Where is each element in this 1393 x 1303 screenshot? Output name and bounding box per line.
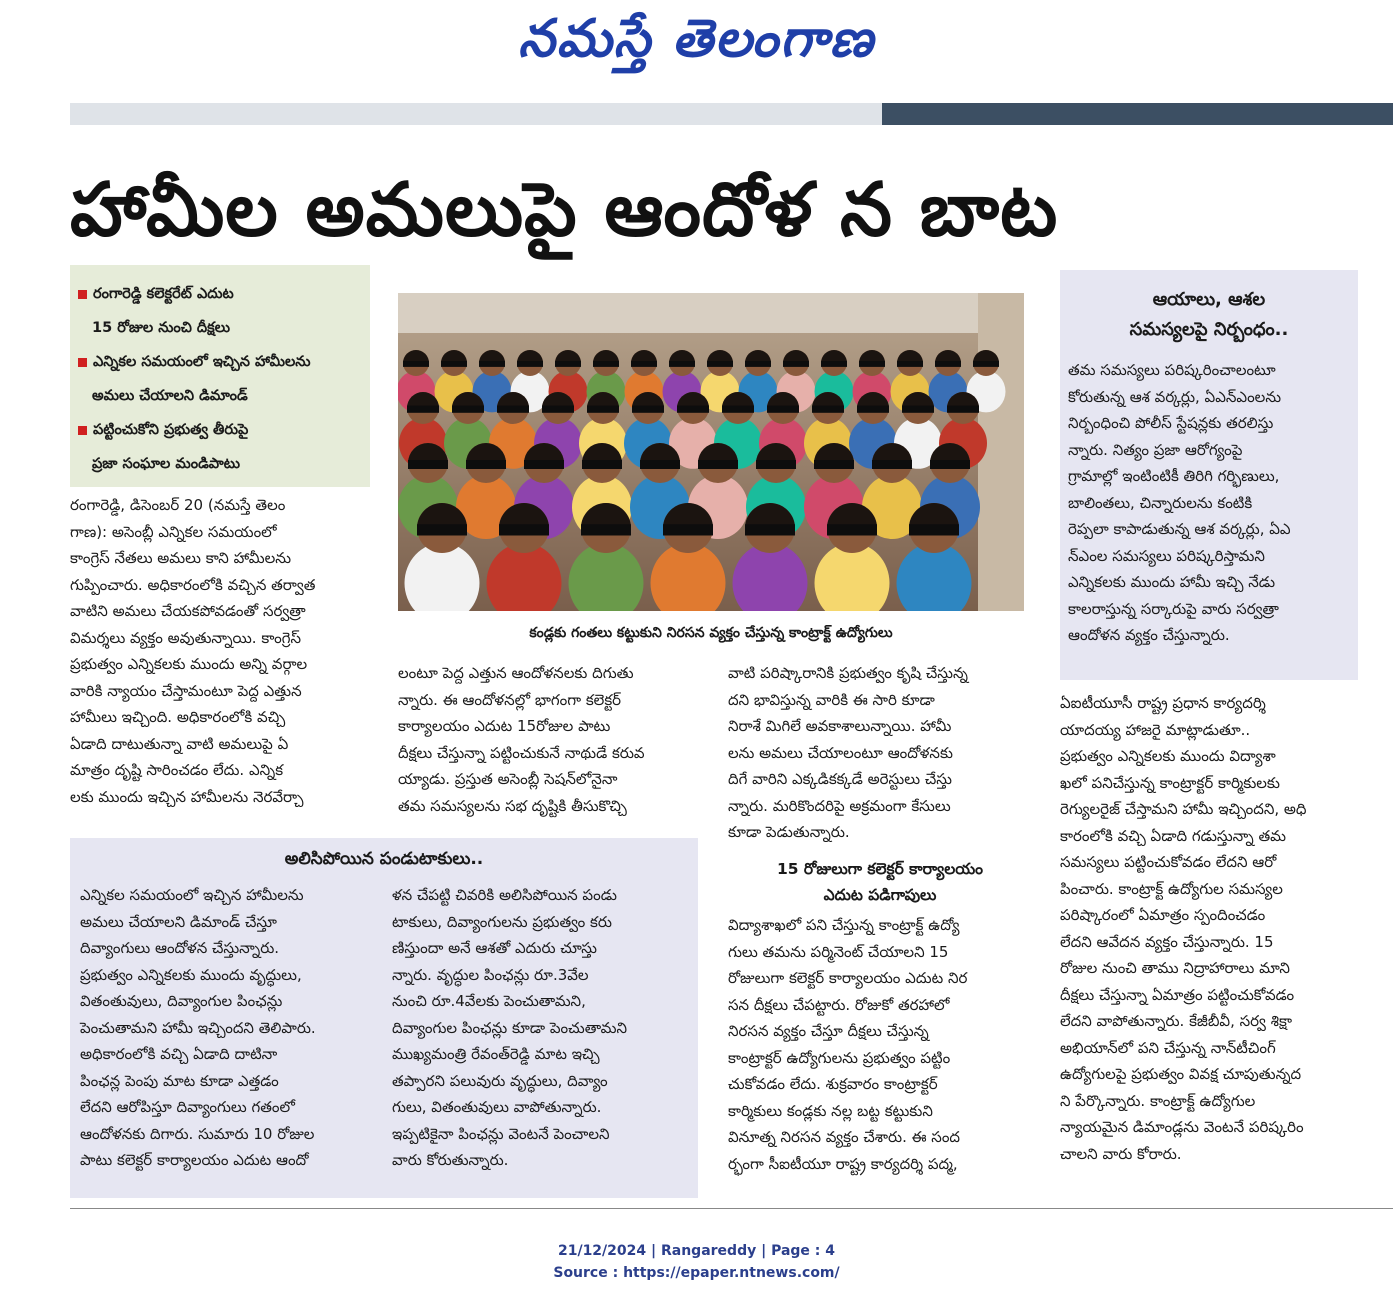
blindfold [973,361,999,367]
blindfold [698,460,738,469]
text-line: వాటి పరిష్కారానికి ప్రభుత్వం కృషి చేస్తున్న [728,664,968,682]
blindfold [593,361,619,367]
text-line: న్నారు. నిత్యం ప్రజా ఆరోగ్యంపై [1068,440,1243,459]
blindfold [909,524,959,535]
text-line: చాలని వారు కోరారు. [1060,1144,1182,1163]
text-line: య్యాడు. ప్రస్తుత అసెంబ్లీ సెషన్‌లోనైనా [398,770,618,788]
text-line: దిగే వారిని ఎక్కడికక్కడే అరెస్టులు చేస్తు [728,770,952,788]
blindfold [582,460,622,469]
text-line: విమర్శలు వ్యక్తం అవుతున్నాయి. కాంగ్రెస్ [70,628,302,647]
blindfold [631,361,657,367]
blindfold [827,524,877,535]
blindfold [587,406,619,413]
text-line: తప్పారని పలువురు వృద్ధులు, దివ్యాం [392,1071,608,1090]
text-line: సమస్యలు పట్టించుకోవడం లేదని ఆరో [1060,853,1277,871]
text-line: బాలింతలు, చిన్నారులను కంటికి [1068,493,1253,512]
article-column-4 [1060,690,1360,1167]
photo-caption: కండ్లకు గంతలు కట్టుకుని నిరసన వ్యక్తం చేస్తున్న కాంట్రాక్ట్ ఉద్యోగులు [529,625,893,641]
blindfold [452,406,484,413]
blindfold [417,524,467,535]
blindfold [524,460,564,469]
box-column-left [80,882,385,1174]
blindfold [745,524,795,535]
text-line: లేదని ఆరోపిస్తూ దివ్యాంగులు గతంలో [80,1098,295,1116]
text-line: వితంతువులు, దివ్యాంగుల పింఛన్లు [80,992,283,1010]
text-line: ఎన్నికలకు ముందు హామీ ఇచ్చి నేడు [1068,573,1276,591]
text-line: దీక్షలు చేస్తున్నా ఏమాత్రం పట్టించుకోవడం [1060,985,1295,1004]
text-line: లంటూ పెద్ద ఎత్తున ఆందోళనలకు దిగుతు [398,664,634,682]
text-line: పించారు. కాంట్రాక్ట్ ఉద్యోగుల సమస్యల [1060,879,1283,898]
masthead-logo: నమస్తే తెలంగాణ [518,8,875,69]
blindfold [555,361,581,367]
text-line: ఉద్యోగులపై ప్రభుత్వం వివక్ష చూపుతున్నద [1060,1065,1302,1083]
text-line: న్నారు. వృద్ధుల పింఛన్లు రూ.3వేల [392,965,589,984]
blindfold [640,460,680,469]
sidebar-title-line: సమస్యలపై నిర్బంధం.. [1129,319,1289,340]
text-line: అభియాన్‌లో పని చేస్తున్న నాన్‌టీచింగ్ [1060,1038,1276,1057]
text-line: నుంచి రూ.4వేలకు పెంచుతామని, [392,992,586,1010]
footer-date-edition: 21/12/2024 | Rangareddy | Page : 4 [557,1243,836,1259]
text-line: గాణ): అసెంబ్లీ ఎన్నికల సమయంలో [70,522,277,541]
text-line: ఖలో పనిచేస్తున్న కాంట్రాక్టర్ కార్మికులకు [1060,773,1280,792]
sidebar-title [1060,285,1358,345]
text-line: విద్యాశాఖలో పని చేస్తున్న కాంట్రాక్ట్ ఉద్యో [728,916,960,934]
article-column-1 [70,492,390,810]
text-line: రోజుల నుంచి తాము నిద్రాహారాలు మాని [1060,959,1290,977]
text-line: నిరసన వ్యక్తం చేస్తూ దీక్షలు చేస్తున్న [728,1022,929,1040]
blindfold [783,361,809,367]
header-bar-light [70,103,882,125]
text-line: వారు కోరుతున్నారు. [392,1151,509,1169]
blindfold [479,361,505,367]
highlight-item: అమలు చేయాలని డిమాండ్ [92,388,248,404]
text-line: న్ఎంల సమస్యలు పరిష్కరిస్తామని [1068,546,1265,565]
text-line: ణిస్తుందా అనే ఆశతో ఎదురు చూస్తు [392,939,597,957]
subheading [720,856,1040,908]
text-line: చుకోవడం లేదు. శుక్రవారం కాంట్రాక్టర్ [728,1075,938,1093]
text-line: న్యాయమైన డిమాండ్లను వెంటనే పరిష్కరిం [1060,1118,1304,1136]
text-line: నిర్బంధించి పోలీస్ స్టేషన్లకు తరలిస్తు [1068,414,1274,432]
text-line: రెగ్యులరైజ్ చేస్తామని హామీ ఇచ్చిందని, అధి [1060,800,1307,818]
text-line: కారంలోకి వచ్చి ఏడాది గడుస్తున్నా తమ [1060,826,1287,845]
highlight-item: ప్రజా సంఘాల మండిపాటు [92,456,240,472]
text-line: దివ్యాంగుల పింఛన్లు కూడా పెంచుతామని [392,1018,628,1037]
text-line: ప్రభుత్వం ఎన్నికలకు ముందు విద్యాశా [1060,747,1276,765]
blindfold [930,460,970,469]
blindfold [722,406,754,413]
article-column-3b [728,912,1028,1177]
page-divider [70,1208,1393,1209]
text-line: వారికి న్యాయం చేస్తామంటూ పెద్ద ఎత్తున [70,681,302,700]
blindfold [821,361,847,367]
blindfold [902,406,934,413]
blindfold [403,361,429,367]
blindfold [441,361,467,367]
text-line: ముఖ్యమంత్రి రేవంత్‌రెడ్డి మాట ఇచ్చి [392,1045,600,1063]
text-line: న్నారు. ఈ ఆందోళనల్లో భాగంగా కలెక్టర్ [398,690,622,709]
text-line: గులు, వితంతువులు వాపోతున్నారు. [392,1098,602,1116]
sidebar-title-line: ఆయాలు, ఆశల [1152,289,1266,310]
blindfold [632,406,664,413]
text-line: దని భావిస్తున్న వారికి ఈ సారి కూడా [728,690,935,709]
text-line: ఏడాది దాటుతున్నా వాటి అమలుపై ఏ [70,734,289,753]
bullet-icon [78,426,87,435]
text-line: పెంచుతామని హామీ ఇచ్చిందని తెలిపారు. [80,1018,316,1037]
text-line: టాకులు, దివ్యాంగులను ప్రభుత్వం కరు [392,912,612,931]
blindfold [859,361,885,367]
blindfold [745,361,771,367]
blindfold [857,406,889,413]
text-line: ఆందోళన వ్యక్తం చేస్తున్నారు. [1068,626,1230,644]
article-column-3 [728,660,1028,846]
text-line: కార్మికులు కండ్లకు నల్ల బట్ట కట్టుకుని [728,1101,933,1120]
highlight-item: 15 రోజుల నుంచి దీక్షలు [92,320,231,336]
text-line: గ్రామాల్లో ఇంటింటికీ తిరిగి గర్భిణులు, [1068,467,1280,485]
text-line: రెప్పలా కాపాడుతున్న ఆశ వర్కర్లు, ఏఎ [1068,520,1291,538]
text-line: కోరుతున్న ఆశ వర్కర్లు, ఏఎన్ఎంలను [1068,387,1282,406]
blindfold [677,406,709,413]
text-line: కార్యాలయం ఎదుట 15రోజుల పాటు [398,717,611,735]
text-line: పింఛన్ల పెంపు మాట కూడా ఎత్తడం [80,1071,279,1090]
text-line: ఆందోళనకు దిగారు. సుమారు 10 రోజుల [80,1124,315,1143]
text-line: ళన చేపట్టి చివరికి అలిసిపోయిన పండు [392,886,617,904]
blindfold [767,406,799,413]
blindfold [517,361,543,367]
blindfold [542,406,574,413]
text-line: పాటు కలెక్టర్ కార్యాలయం ఎదుట ఆందో [80,1151,309,1169]
text-line: దీక్షలు చేస్తున్నా పట్టించుకునే నాథుడే కరువ [398,743,645,762]
blindfold [581,524,631,535]
blindfold [707,361,733,367]
article-column-2 [398,660,698,819]
text-line: కూడా పెడుతున్నారు. [728,823,850,841]
text-line: కాలరాస్తున్న సర్కారుపై వారు సర్వత్రా [1068,599,1279,618]
protest-photo-illustration [398,293,1024,611]
highlight-item: పట్టించుకోని ప్రభుత్వ తీరుపై [78,413,370,447]
blindfold [756,460,796,469]
blindfold [466,460,506,469]
news-photo [398,293,1024,611]
blindfold [935,361,961,367]
text-line: సన దీక్షలు చేపట్టారు. రోజుకో తరహాలో [728,995,950,1014]
footer [0,1240,1393,1284]
blindfold [947,406,979,413]
highlights-box [70,265,370,487]
blindfold [499,524,549,535]
text-line: కాంగ్రెస్ నేతలు అమలు కాని హామీలను [70,549,292,567]
text-line: తమ సమస్యలను సభ దృష్టికి తీసుకొచ్చి [398,796,627,815]
text-line: ర్భంగా సీఐటీయూ రాష్ట్ర కార్యదర్శి పద్మ, [728,1154,958,1173]
text-line: దివ్యాంగులు ఆందోళన చేస్తున్నారు. [80,939,280,957]
bullet-icon [78,290,87,299]
blindfold [814,460,854,469]
text-line: లను అమలు చేయాలంటూ ఆందోళనకు [728,743,953,762]
blindfold [669,361,695,367]
headline: హామీల అమలుపై ఆందోళ న బాట [70,167,1059,253]
text-line: హామీలు ఇచ్చింది. అధికారంలోకి వచ్చి [70,708,286,726]
text-line: రోజులుగా కలెక్టర్ కార్యాలయం ఎదుట నిర [728,969,968,987]
text-line: అధికారంలోకి వచ్చి ఏడాది దాటినా [80,1045,278,1063]
text-line: ఇప్పటికైనా పింఛన్లు వెంటనే పెంచాలని [392,1124,610,1143]
footer-source: Source : https://epaper.ntnews.com/ [553,1265,840,1281]
highlight-item: రంగారెడ్డి కలెక్టరేట్ ఎదుట [78,277,370,311]
text-line: వాటిని అమలు చేయకపోవడంతో సర్వత్రా [70,602,306,620]
text-line: కాంట్రాక్టర్ ఉద్యోగులను ప్రభుత్వం పట్టిం [728,1048,951,1067]
text-line: ఏఐటీయూసీ రాష్ట్ర ప్రధాన కార్యదర్శి [1060,694,1266,712]
text-line: న్నారు. మరికొందరిపై అక్రమంగా కేసులు [728,796,951,815]
text-line: యాదయ్య హాజరై మాట్లాడుతూ.. [1060,720,1251,739]
highlight-item: ఎన్నికల సమయంలో ఇచ్చిన హామీలను [78,345,370,379]
blindfold [812,406,844,413]
blindfold [407,406,439,413]
text-line: లేదని వాపోతున్నారు. కేజీబీవీ, సర్వ శిక్షా [1060,1012,1292,1030]
bullet-icon [78,358,87,367]
blindfold [897,361,923,367]
text-line: ఎన్నికల సమయంలో ఇచ్చిన హామీలను [80,886,304,904]
blindfold [408,460,448,469]
subheading-line: 15 రోజులుగా కలెక్టర్ కార్యాలయం [776,860,984,878]
text-line: నిరాశే మిగిలే అవకాశాలున్నాయి. హామీ [728,717,952,735]
header-bar-dark [882,103,1393,125]
box-story-title: అలిసిపోయిన పండుటాకులు.. [284,849,484,869]
text-line: రంగారెడ్డి, డిసెంబర్ 20 (నమస్తే తెలం [70,496,286,514]
subheading-line: ఎదుట పడిగాపులు [823,886,937,904]
text-line: గుప్పించారు. అధికారంలోకి వచ్చిన తర్వాత [70,575,316,594]
text-line: పరిష్కారంలో ఏమాత్రం స్పందించడం [1060,906,1266,924]
text-line: లేదని ఆవేదన వ్యక్తం చేస్తున్నారు. 15 [1060,932,1274,951]
text-line: వినూత్న నిరసన వ్యక్తం చేశారు. ఈ సంద [728,1128,961,1146]
text-line: ని పేర్కొన్నారు. కాంట్రాక్ట్ ఉద్యోగుల [1060,1091,1256,1110]
text-line: తమ సమస్యలు పరిష్కరించాలంటూ [1068,361,1276,379]
blindfold [872,460,912,469]
blindfold [497,406,529,413]
text-line: మాత్రం దృష్టి సారించడం లేదు. ఎన్నిక [70,761,284,779]
blindfold [663,524,713,535]
text-line: అమలు చేయాలని డిమాండ్ చేస్తూ [80,912,277,931]
text-line: గులు తమను పర్మినెంట్ చేయాలని 15 [728,942,949,961]
sidebar-text [1068,357,1353,649]
text-line: లకు ముందు ఇచ్చిన హామీలను నెరవేర్చా [70,787,304,806]
text-line: ప్రభుత్వం ఎన్నికలకు ముందు వృద్ధులు, [80,965,302,984]
box-column-right [392,882,692,1174]
text-line: ప్రభుత్వం ఎన్నికలకు ముందు అన్ని వర్గాల [70,655,308,673]
